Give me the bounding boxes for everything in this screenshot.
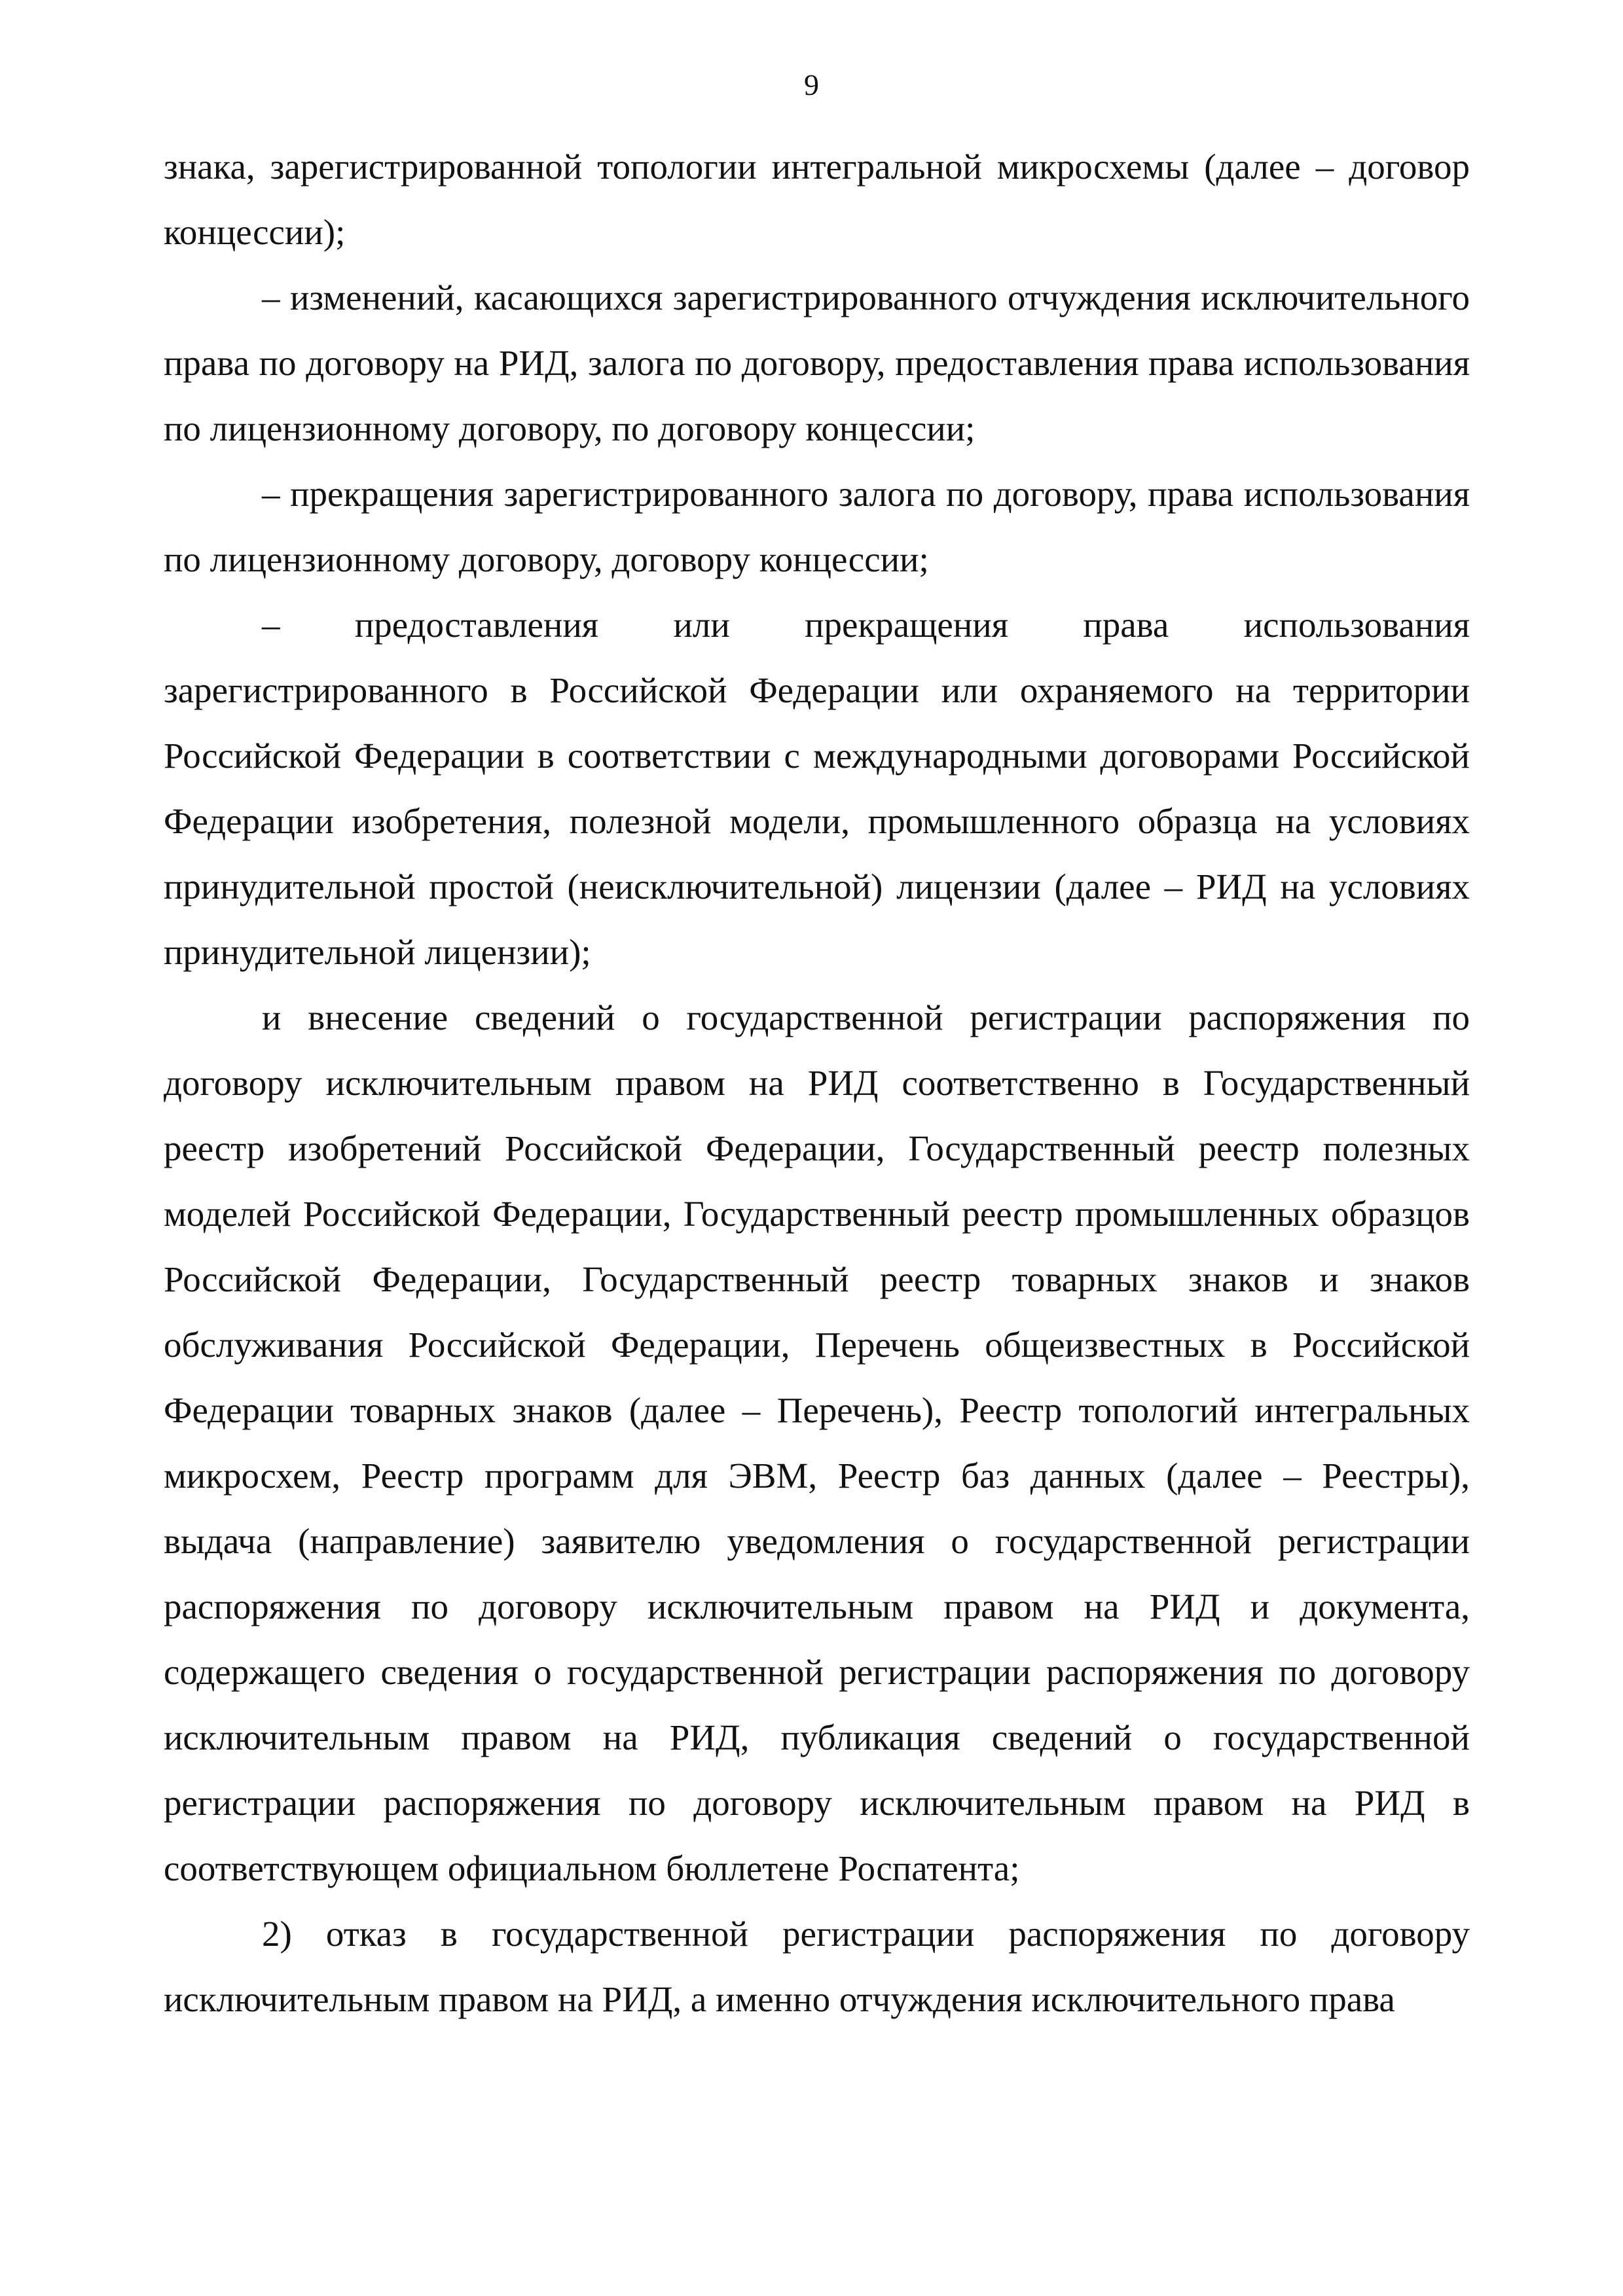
page-number: 9 [804, 68, 819, 101]
paragraph-changes: – изменений, касающихся зарегистрированного отчуждения исключительного права по договору на РИД, залога по договору, предоставления права использования по лицензионному договору, по договору концессии; [164, 278, 1470, 448]
paragraph-refusal: 2) отказ в государственной регистрации распоряжения по договору исключительным правом на РИД, а именно отчуждения исключительного права [164, 1914, 1470, 2019]
document-body [164, 134, 1470, 2032]
paragraph-registry-entry: и внесение сведений о государственной регистрации распоряжения по договору исключительным правом на РИД соответственно в Государственный реестр изобретений Российской Федерации, Государственный реестр полезных моделей Российской Федерации, Государственный реестр промышленных образцов Российской Федерации, Государственный реестр товарных знаков и знаков обслуживания Российской Федерации, Перечень общеизвестных в Российской Федерации товарных знаков (далее – Перечень), Реестр топологий интегральных микросхем, Реестр программ для ЭВМ, Реестр баз данных (далее – Реестры), выдача (направление) заявителю уведомления о государственной регистрации распоряжения по договору исключительным правом на РИД и документа, содержащего сведения о государственной регистрации распоряжения по договору исключительным правом на РИД, публикация сведений о государственной регистрации распоряжения по договору исключительным правом на РИД в соответствующем официальном бюллетене Роспатента; [164, 997, 1470, 1888]
paragraph-continuation: знака, зарегистрированной топологии интегральной микросхемы (далее – договор концессии); [164, 147, 1470, 252]
paragraph-compulsory-license: – предоставления или прекращения права использования зарегистрированного в Российской Федерации или охраняемого на территории Российской Федерации в соответствии с международными договорами Российской Федерации изобретения, полезной модели, промышленного образца на условиях принудительной простой (неисключительной) лицензии (далее – РИД на условиях принудительной лицензии); [164, 605, 1470, 972]
paragraph-termination: – прекращения зарегистрированного залога по договору, права использования по лицензионному договору, договору концессии; [164, 474, 1470, 579]
